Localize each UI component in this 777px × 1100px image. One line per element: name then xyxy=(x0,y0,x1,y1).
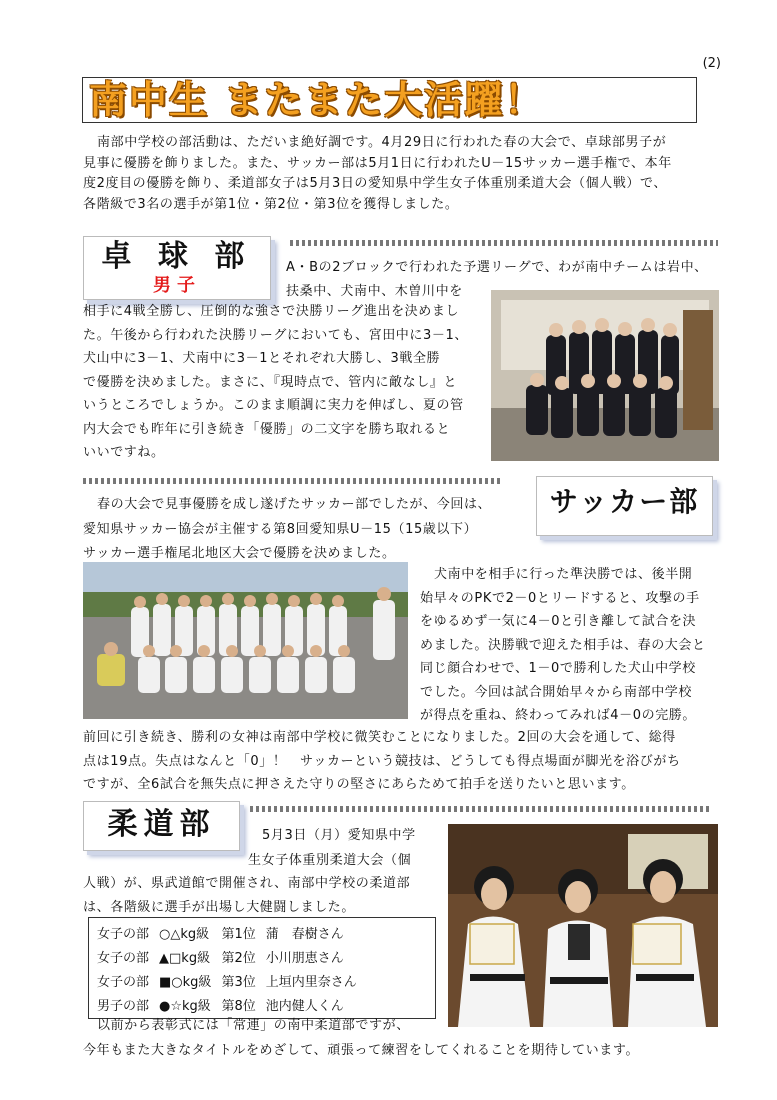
divider-wavy xyxy=(250,806,710,812)
headline: 南中生 またまた大活躍！ xyxy=(89,78,545,122)
tabletennis-heading-box xyxy=(83,236,271,300)
judo-closing xyxy=(83,1016,733,1061)
table-row xyxy=(97,992,367,1016)
soccer-line: サッカー選手権尾北地区大会で優勝を決めました。 xyxy=(83,546,396,561)
tabletennis-team-photo xyxy=(491,290,719,461)
tabletennis-line: 内大会でも昨年に引き続き「優勝」の二文字を勝ち取れると xyxy=(83,421,451,437)
result-class: ■○kg級 xyxy=(159,974,212,990)
result-place: 第1位 xyxy=(221,926,256,942)
divider-wavy xyxy=(290,240,718,246)
table-row xyxy=(97,968,367,992)
judo-team-photo xyxy=(448,824,718,1027)
soccer-text-full xyxy=(83,728,733,796)
tabletennis-subheading: 男子 xyxy=(153,275,201,296)
judo-line: 5月3日（月）愛知県中学 xyxy=(262,828,416,843)
result-place: 第3位 xyxy=(221,974,256,990)
intro-line: 見事に優勝を飾りました。また、サッカー部は5月1日に行われたU－15サッカー選手権で、本年 xyxy=(83,155,672,171)
table-row xyxy=(97,920,367,944)
result-place: 第8位 xyxy=(221,998,256,1014)
judo-text xyxy=(83,874,453,918)
soccer-heading-box xyxy=(536,476,713,536)
soccer-line: めました。決勝戦で迎えた相手は、春の大会と xyxy=(420,637,706,653)
soccer-line: 春の大会で見事優勝を成し遂げたサッカー部でしたが、今回は、 xyxy=(97,497,492,512)
soccer-line: 始早々のPKで2－0とリードすると、攻撃の手 xyxy=(420,590,700,606)
tabletennis-heading: 卓 球 部 xyxy=(101,239,253,274)
tabletennis-line: 相手に4戦全勝し、圧倒的な強さで決勝リーグ進出を決めまし xyxy=(83,304,460,319)
judo-results-table xyxy=(97,920,367,1016)
tabletennis-line: で優勝を決めました。まさに、『現時点で、管内に敵なし』と xyxy=(83,374,458,390)
soccer-line: でした。今回は試合開始早々から南部中学校 xyxy=(420,684,693,700)
soccer-line: 同じ顔合わせで、1－0で勝利した犬山中学校 xyxy=(420,661,696,676)
soccer-heading: サッカー部 xyxy=(549,485,700,518)
result-division: 男子の部 xyxy=(97,998,150,1014)
judo-results-box xyxy=(88,917,436,1019)
result-name: 小川朋恵さん xyxy=(265,950,344,966)
result-name: 上垣内里奈さん xyxy=(265,974,357,990)
soccer-line: 犬南中を相手に行った準決勝では、後半開 xyxy=(434,567,693,582)
judo-line: 今年もまた大きなタイトルをめざして、頑張って練習をしてくれることを期待しています。 xyxy=(83,1042,640,1058)
tabletennis-line: A・Bの2ブロックで行われた予選リーグで、わが南中チームは岩中、 xyxy=(286,260,708,275)
soccer-text-right xyxy=(420,565,730,727)
tabletennis-line: た。午後から行われた決勝リーグにおいても、宮田中に3－1、 xyxy=(83,327,468,343)
result-place: 第2位 xyxy=(221,950,256,966)
intro-paragraph xyxy=(83,133,723,215)
intro-line: 各階級で3名の選手が第1位・第2位・第3位を獲得しました。 xyxy=(83,196,459,212)
result-division: 女子の部 xyxy=(97,974,150,990)
result-division: 女子の部 xyxy=(97,926,150,942)
result-division: 女子の部 xyxy=(97,950,150,966)
table-row xyxy=(97,944,367,968)
tabletennis-line: いうところでしょうか。このまま順調に実力を伸ばし、夏の管 xyxy=(83,398,464,413)
divider-wavy xyxy=(83,478,503,484)
intro-line: 度2度目の優勝を飾り、柔道部女子は5月3日の愛知県中学生女子体重別柔道大会（個人戦）で、 xyxy=(83,176,667,191)
soccer-line: ですが、全6試合を無失点に押さえた守りの堅さにあらためて拍手を送りたいと思います。 xyxy=(83,777,635,792)
soccer-line: が得点を重ね、終わってみれば4－0の完勝。 xyxy=(420,708,697,723)
tabletennis-line: 犬山中に3－1、犬南中に3－1とそれぞれ大勝し、3戦全勝 xyxy=(83,351,441,366)
soccer-line: 点は19点。失点はなんと「0」！ サッカーという競技は、どうしても得点場面が脚光を浴びがち xyxy=(83,753,681,769)
result-name: 池内健人くん xyxy=(265,998,344,1014)
result-class: ●☆kg級 xyxy=(159,998,211,1014)
tabletennis-line: いいですね。 xyxy=(83,445,165,460)
tabletennis-line: 扶桑中、犬南中、木曽川中を xyxy=(286,283,463,299)
judo-text-right xyxy=(248,826,448,871)
soccer-line: をゆるめず一気に4－0と引き離して試合を決 xyxy=(420,614,697,629)
intro-line: 南部中学校の部活動は、ただいま絶好調です。4月29日に行われた春の大会で、卓球部男子が xyxy=(97,135,667,150)
judo-line: 人戦）が、県武道館で開催され、南部中学校の柔道部 xyxy=(83,876,411,891)
soccer-text-top xyxy=(83,495,523,565)
tabletennis-text xyxy=(83,302,483,464)
soccer-line: 前回に引き続き、勝利の女神は南部中学校に微笑むことになりました。2回の大会を通して、総得 xyxy=(83,730,676,745)
judo-heading-box xyxy=(83,801,240,851)
judo-line: 生女子体重別柔道大会（個 xyxy=(248,852,412,868)
judo-line: は、各階級に選手が出場し大健闘しました。 xyxy=(83,899,356,915)
soccer-team-photo xyxy=(83,562,408,719)
result-class: ○△kg級 xyxy=(159,926,210,942)
soccer-line: 愛知県サッカー協会が主催する第8回愛知県U－15（15歳以下） xyxy=(83,521,478,537)
headline-banner xyxy=(82,77,697,123)
result-class: ▲□kg級 xyxy=(159,950,211,966)
judo-heading: 柔道部 xyxy=(107,807,216,842)
result-name: 蒲 春樹さん xyxy=(265,926,344,942)
page-number: (2) xyxy=(702,56,721,71)
judo-line: 以前から表彰式には「常連」の南中柔道部ですが、 xyxy=(97,1018,410,1033)
